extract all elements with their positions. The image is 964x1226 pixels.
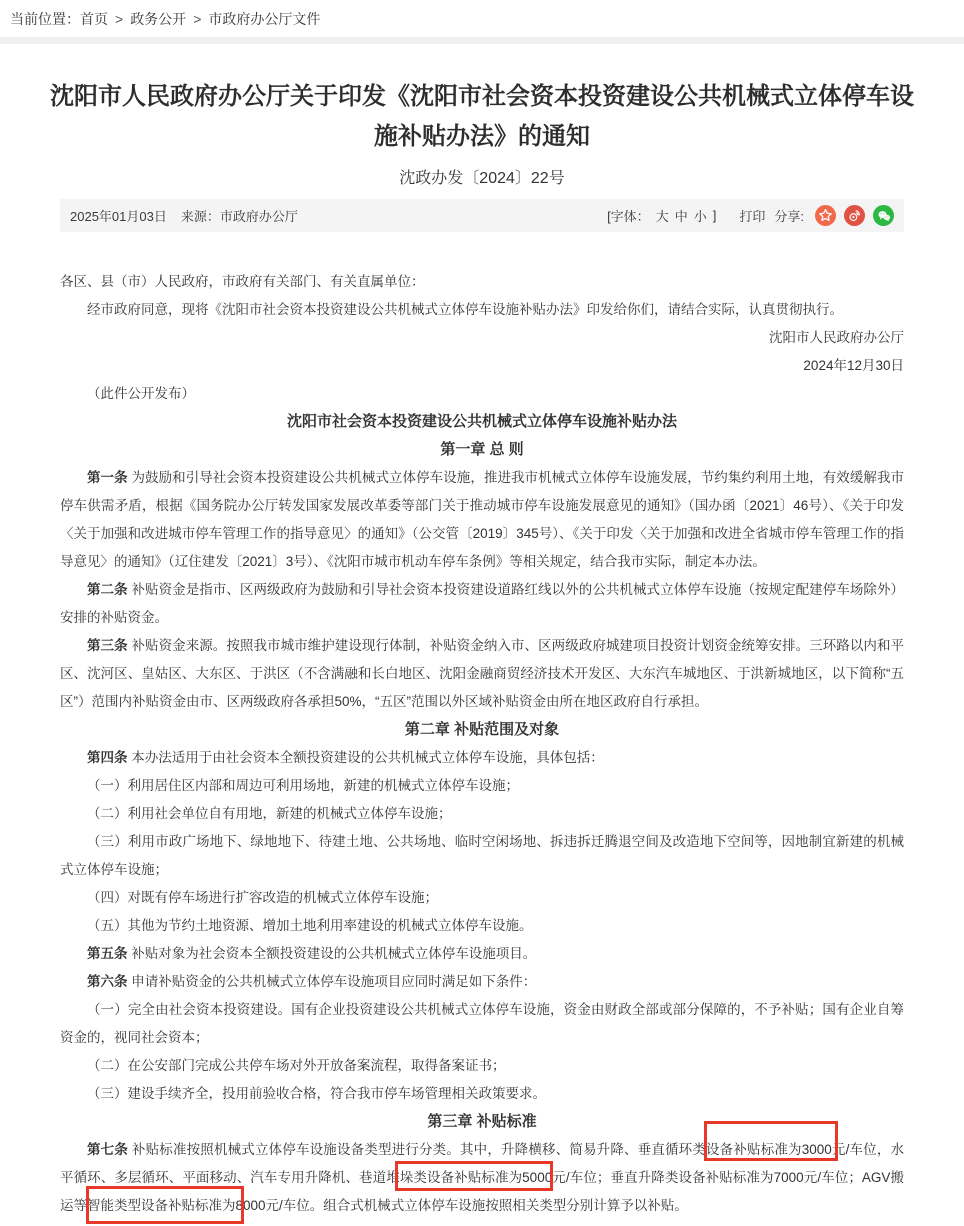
- chapter-2-heading: 第二章 补贴范围及对象: [404, 721, 560, 738]
- article-1-number: 第一条: [87, 470, 128, 485]
- breadcrumb: [0, 0, 964, 37]
- font-size-prefix: [字体：: [607, 209, 650, 224]
- font-size-control: [607, 206, 716, 225]
- article-4-item-1: （一）利用居住区内部和周边可利用场地，新建的机械式立体停车设施；: [87, 778, 519, 793]
- font-size-suffix: ]: [712, 208, 717, 223]
- page-title: 沈阳市人民政府办公厅关于印发《沈阳市社会资本投资建设公共机械式立体停车设施补贴办法》的通知: [50, 83, 914, 150]
- chapter-1-heading: 第一章 总 则: [440, 441, 524, 458]
- share-qzone-icon[interactable]: [815, 205, 836, 226]
- print-button[interactable]: 打印: [739, 209, 766, 224]
- share-wechat-icon[interactable]: [873, 205, 894, 226]
- breadcrumb-separator: >: [193, 10, 202, 27]
- article-7: 第七条 补贴标准按照机械式立体停车设施设备类型进行分类。其中，升降横移、简易升降、垂直循环类设备补贴标准为3000元/车位，水平循环、多层循环、平面移动、汽车专用升降机、巷道堆垛类设备补贴标准为5000元/车位；垂直升降类设备补贴标准为7000元/车位；AGV搬运等智能类型设备补贴标准为8000元/车位。组合式机械式立体停车设施按照相关类型分别计算予以补贴。: [60, 1142, 904, 1213]
- article-5-number: 第五条: [87, 946, 128, 961]
- breadcrumb-separator: >: [115, 10, 124, 27]
- source-label: 来源：市政府办公厅: [180, 209, 298, 224]
- article-4: 第四条 本办法适用于由社会资本全额投资建设的公共机械式立体停车设施，具体包括：: [87, 750, 604, 765]
- publish-date: 2025年01月03日: [70, 209, 167, 224]
- public-release-note: （此件公开发布）: [87, 386, 195, 401]
- article-6: 第六条 申请补贴资金的公共机械式立体停车设施项目应同时满足如下条件：: [87, 974, 537, 989]
- divider-band: [0, 37, 964, 44]
- article-4-item-4: （四）对既有停车场进行扩容改造的机械式立体停车设施；: [87, 890, 438, 905]
- article-4-item-3: （三）利用市政广场地下、绿地地下、待建土地、公共场地、临时空闲场地、拆违拆迁腾退空间及改造地下空间等，因地制宜新建的机械式立体停车设施；: [60, 834, 904, 877]
- article-7-number: 第七条: [87, 1142, 129, 1157]
- article-4-item-5: （五）其他为节约土地资源、增加土地利用率建设的机械式立体停车设施。: [87, 918, 533, 933]
- breadcrumb-link-gov-info[interactable]: 政务公开: [130, 10, 187, 27]
- breadcrumb-label: 当前位置：: [10, 10, 80, 27]
- doc-number: 沈政办发〔2024〕22号: [399, 170, 565, 187]
- signature-date: 2024年12月30日: [803, 358, 904, 373]
- document-body: [60, 268, 904, 1220]
- share-buttons: [815, 205, 894, 226]
- chapter-3-heading: 第三章 补贴标准: [427, 1113, 537, 1130]
- article-2-number: 第二条: [87, 582, 128, 597]
- article-3: 第三条 补贴资金来源。按照我市城市维护建设现行体制，补贴资金纳入市、区两级政府城建项目投资计划资金统筹安排。三环路以内和平区、沈河区、皇姑区、大东区、于洪区（不含满融和长白地区、沈阳金融商贸经济技术开发区、大东汽车城地区、于洪新城地区，以下简称“五区”）范围内补贴资金由市、区两级政府各承担50%，“五区”范围以外区域补贴资金由所在地区政府自行承担。: [60, 638, 905, 709]
- article-2: 第二条 补贴资金是指市、区两级政府为鼓励和引导社会资本投资建设道路红线以外的公共机械式立体停车设施（按规定配建停车场除外）安排的补贴资金。: [60, 582, 905, 625]
- share-label: 分享:: [774, 209, 804, 224]
- article-6-item-1: （一）完全由社会资本投资建设。国有企业投资建设公共机械式立体停车设施，资金由财政全部或部分保障的，不予补贴；国有企业自筹资金的，视同社会资本；: [60, 1002, 904, 1045]
- breadcrumb-link-office-files[interactable]: 市政府办公厅文件: [208, 10, 321, 27]
- article-6-item-2: （二）在公安部门完成公共停车场对外开放备案流程，取得备案证书；: [87, 1058, 506, 1073]
- article-5: 第五条 补贴对象为社会资本全额投资建设的公共机械式立体停车设施项目。: [87, 946, 537, 961]
- article-4-number: 第四条: [87, 750, 128, 765]
- article-3-number: 第三条: [87, 638, 128, 653]
- share-weibo-icon[interactable]: [844, 205, 865, 226]
- paragraph-intro: 经市政府同意，现将《沈阳市社会资本投资建设公共机械式立体停车设施补贴办法》印发给你们，请结合实际，认真贯彻执行。: [87, 302, 843, 317]
- measures-title: 沈阳市社会资本投资建设公共机械式立体停车设施补贴办法: [286, 413, 677, 430]
- font-size-large-button[interactable]: 大: [655, 209, 669, 224]
- font-size-small-button[interactable]: 小: [693, 209, 707, 224]
- article-4-item-2: （二）利用社会单位自有用地，新建的机械式立体停车设施；: [87, 806, 452, 821]
- breadcrumb-link-home[interactable]: 首页: [80, 10, 108, 27]
- signature-office: 沈阳市人民政府办公厅: [769, 330, 904, 345]
- font-size-medium-button[interactable]: 中: [674, 209, 688, 224]
- paragraph-addressees: 各区、县（市）人民政府，市政府有关部门、有关直属单位：: [60, 274, 425, 289]
- article-1: 第一条 为鼓励和引导社会资本投资建设公共机械式立体停车设施，推进我市机械式立体停车设施发展，节约集约利用土地，有效缓解我市停车供需矛盾，根据《国务院办公厅转发国家发展改革委等部门关于推动城市停车设施发展意见的通知》（国办函〔2021〕46号）、《关于印发〈关于加强和改进城市停车管理工作的指导意见〉的通知》（公交管〔2019〕345号）、《关于印发〈关于加强和改进全省城市停车管理工作的指导意见〉的通知》（辽住建发〔2021〕3号）、《沈阳市城市机动车停车条例》等相关规定，结合我市实际，制定本办法。: [60, 470, 905, 569]
- article-6-item-3: （三）建设手续齐全，投用前验收合格，符合我市停车场管理相关政策要求。: [87, 1086, 546, 1101]
- meta-bar: [60, 199, 904, 232]
- article-6-number: 第六条: [87, 974, 128, 989]
